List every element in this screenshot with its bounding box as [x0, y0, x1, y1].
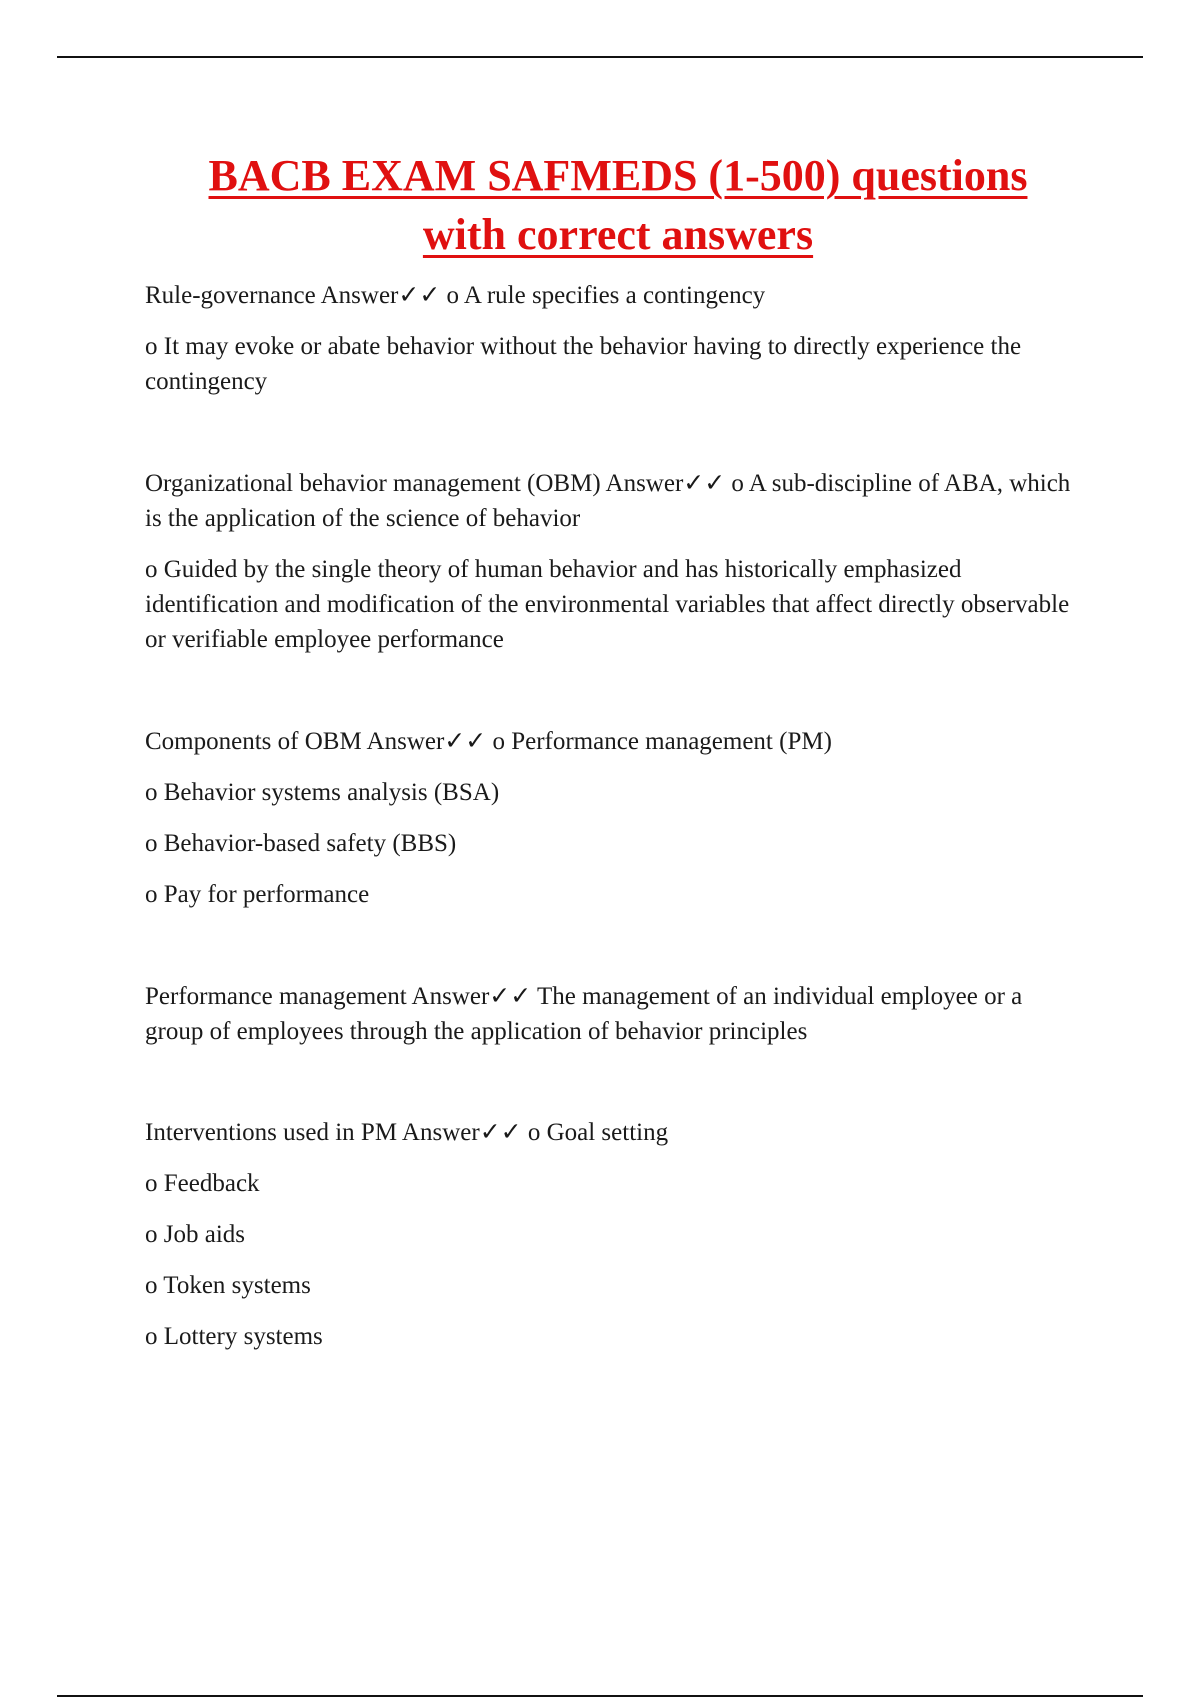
entry-3-line-3: o Behavior-based safety (BBS)	[145, 830, 457, 857]
document-body	[145, 278, 1080, 1370]
entry-2-line-2: o Guided by the single theory of human behavior and has historically emphasized identification and modification of the environmental variables that affect directly observable or verifiable employee performance	[145, 556, 1070, 653]
document-title	[100, 146, 1136, 264]
entry-5-line-3: o Job aids	[145, 1221, 245, 1248]
entry-5-line-2: o Feedback	[145, 1170, 260, 1197]
entry-3-line-4: o Pay for performance	[145, 881, 370, 908]
entry-4-line-1: Performance management Answer✓✓ The management of an individual employee or a group of employees through the application of behavior principles	[145, 983, 1023, 1045]
entry-5-line-5: o Lottery systems	[145, 1323, 323, 1350]
section-spacer	[145, 1065, 1080, 1115]
title-line-2: with correct answers	[422, 210, 814, 259]
entry-3-line-2: o Behavior systems analysis (BSA)	[145, 779, 500, 806]
entry-1-line-2: o It may evoke or abate behavior without the behavior having to directly experience the contingency	[145, 333, 1022, 395]
section-spacer	[145, 928, 1080, 979]
bottom-divider	[57, 1695, 1143, 1697]
entry-2-line-1: Organizational behavior management (OBM) Answer✓✓ o A sub-discipline of ABA, which is the application of the science of behavior	[145, 470, 1071, 532]
section-spacer	[145, 415, 1080, 466]
top-divider	[57, 56, 1143, 58]
entry-5-line-4: o Token systems	[145, 1272, 311, 1299]
entry-5-line-1: Interventions used in PM Answer✓✓ o Goal setting	[145, 1119, 669, 1146]
title-line-1: BACB EXAM SAFMEDS (1-500) questions	[208, 151, 1028, 200]
entry-1-line-1: Rule-governance Answer✓✓ o A rule specifies a contingency	[145, 282, 766, 309]
section-spacer	[145, 673, 1080, 724]
entry-3-line-1: Components of OBM Answer✓✓ o Performance management (PM)	[145, 728, 832, 755]
